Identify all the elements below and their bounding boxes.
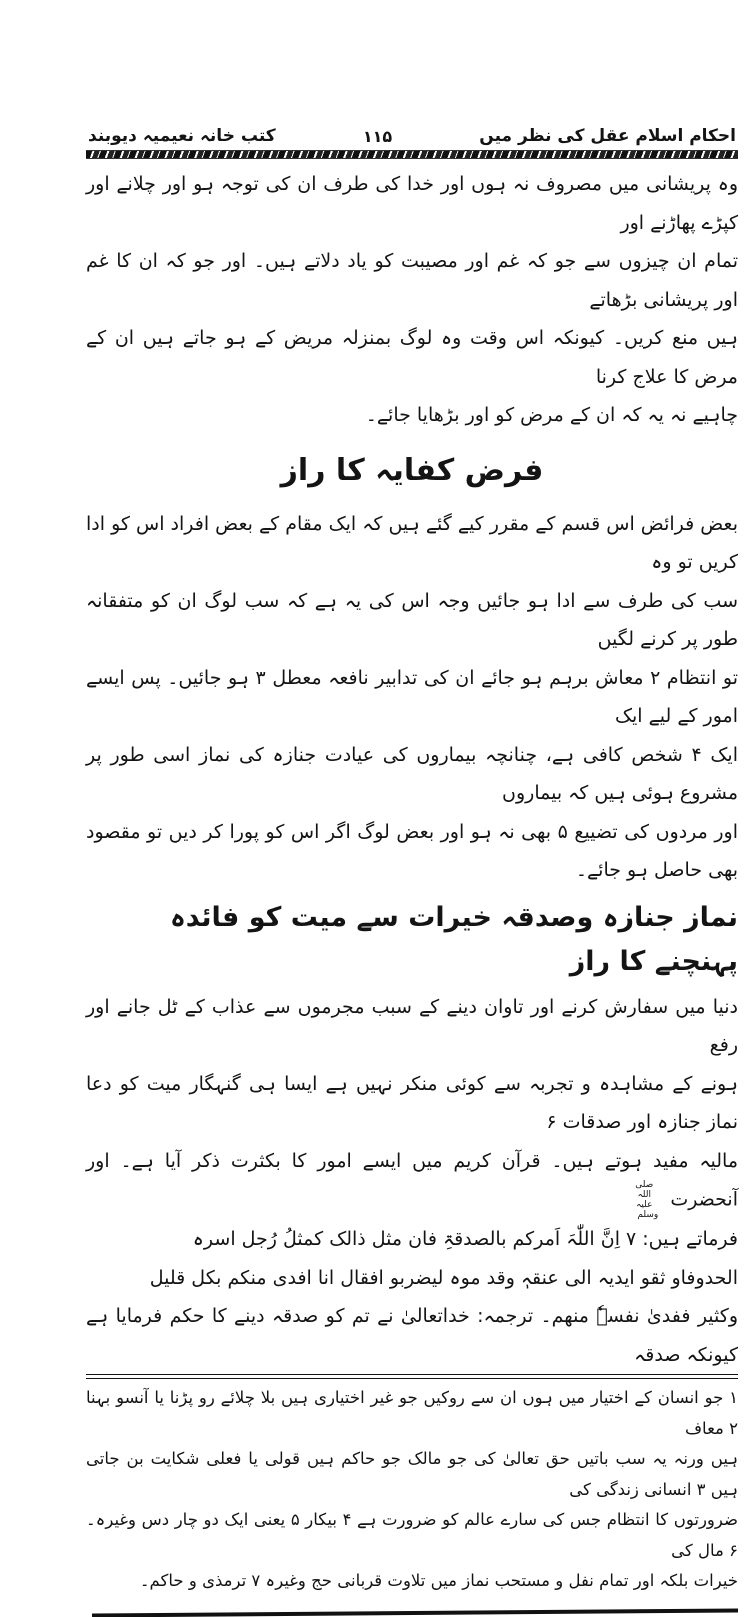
text-line: چاہیے نہ یہ کہ ان کے مرض کو اور بڑھایا جائے۔ — [365, 404, 738, 426]
running-header — [86, 118, 738, 146]
publisher-name: کتب خانہ نعیمیہ دیوبند — [88, 126, 276, 146]
text-line: سب کی طرف سے ادا ہو جائیں وجہ اس کی یہ ہے کہ سب لوگ ان کو متفقانہ طور پر کرنے لگیں — [86, 589, 738, 650]
footnote-line: ضرورتوں کا انتظام جس کی سارے عالم کو ضرورت ہے ۴ بیکار ۵ یعنی ایک دو چار دس وغیرہ۔ ۶ مال کی — [86, 1510, 738, 1560]
text-line: ایک ۴ شخص کافی ہے، چنانچہ بیماروں کی عیادت جنازہ کی نماز اسی طور پر مشروع ہوئی ہیں کہ بیماروں — [86, 743, 738, 804]
text-line: وکثیر ففدیٰ نفسہٗ منھم۔ ترجمہ: خداتعالیٰ نے تم کو صدقہ دینے کا حکم فرمایا ہے کیونکہ صدقہ — [86, 1297, 738, 1375]
section-farz-kifaya-body — [86, 505, 738, 890]
text-line — [86, 1142, 738, 1221]
footnotes — [86, 1383, 738, 1597]
text-line: ہونے کے مشاہدہ و تجربہ سے کوئی منکر نہیں ہے ایسا ہی گنہگار میت کو دعا نماز جنازہ اور صدقات ۶ — [86, 1072, 738, 1133]
text-line: دنیا میں سفارش کرنے اور تاوان دینے کے سبب مجرموں سے عذاب کے ٹل جانے اور رفع — [86, 995, 738, 1056]
page-end-rule — [92, 1608, 738, 1617]
page-number: ۱۱۵ — [362, 127, 393, 146]
text-line: بعض فرائض اس قسم کے مقرر کیے گئے ہیں کہ ایک مقام کے بعض افراد اس کو ادا کریں تو وہ — [86, 512, 738, 573]
intro-paragraph — [86, 165, 738, 435]
section-namaz-janaza-body — [86, 988, 738, 1376]
text-line: وہ پریشانی میں مصروف نہ ہوں اور خدا کی طرف ان کی توجہ ہو اور چلانے اور کپڑے پھاڑنے اور — [86, 173, 738, 234]
text-line: تو انتظام ۲ معاش برہم ہو جائے ان کی تدابیر نافعہ معطل ۳ ہو جائیں۔ پس ایسے امور کے لیے ایک — [86, 666, 739, 727]
text-line: تمام ان چیزوں سے جو کہ غم اور مصیبت کو یاد دلاتے ہیں۔ اور جو کہ ان کا غم اور پریشانی بڑھاتے — [86, 250, 738, 311]
text-line-content: مالیہ مفید ہوتے ہیں۔ قرآن کریم میں ایسے امور کا بکثرت ذکر آیا ہے۔ اور آنحضرت — [86, 1149, 738, 1211]
text-line: اور مردوں کی تضییع ۵ بھی نہ ہو اور بعض لوگ اگر اس کو پورا کر دیں تو مقصود بھی حاصل ہو جائے۔ — [86, 820, 738, 881]
book-page — [86, 0, 738, 1615]
footnote-line: ہیں ورنہ یہ سب باتیں حق تعالیٰ کی جو مالک جو حاکم ہیں قولی یا فعلی شکایت بن جاتی ہیں ۳ انسانی زندگی کی — [86, 1449, 738, 1499]
header-rope-divider — [86, 150, 738, 159]
footnote-line: خیرات بلکہ اور تمام نفل و مستحب نماز میں تلاوت قربانی حج وغیرہ ۷ ترمذی و حاکم۔ — [139, 1571, 738, 1590]
book-title: احکام اسلام عقل کی نظر میں — [479, 126, 736, 146]
section-heading-namaz-janaza: نماز جنازہ وصدقہ خیرات سے میت کو فائدہ پہنچنے کا راز — [169, 901, 738, 977]
hadith-line: الحدوفاو ثقو ایدیہ الی عنقہٖ وقد موہ لیضربو افقال انا افدی منکم بکل قلیل — [149, 1266, 738, 1289]
honorific-pbuh-icon: صلی اللہ علیہ وسلم — [635, 1180, 659, 1220]
footnote-divider — [86, 1378, 738, 1379]
text-line: ہیں منع کریں۔ کیونکہ اس وقت وہ لوگ بمنزلہ مریض کے ہو جاتے ہیں ان کے مرض کا علاج کرنا — [86, 327, 738, 388]
section-heading-farz-kifaya: فرض کفایہ کا راز — [280, 452, 544, 488]
hadith-line: فرماتے ہیں: ۷ اِنَّ اللّٰہَ اَمرکم بالصدقۃِ فان مثل ذالک کمثلُ رُجل اسرہ — [192, 1228, 738, 1250]
footnote-line: ۱ جو انسان کے اختیار میں ہوں ان سے روکیں جو غیر اختیاری ہیں بلا چلائے رو پڑنا یا آنسو بہنا ۲ معاف — [86, 1388, 738, 1438]
